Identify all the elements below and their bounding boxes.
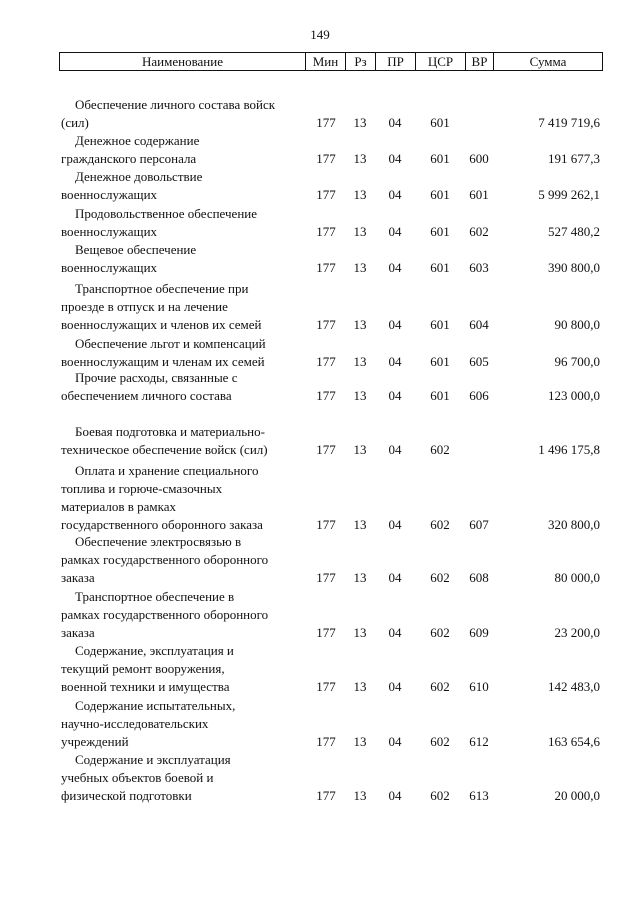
row-csr: 601 (430, 151, 450, 166)
row-name: Оплата и хранение специального топлива и горюче-смазочных материалов в рамках государственного оборонного заказа (61, 463, 263, 532)
row-vr: 603 (469, 260, 489, 275)
row-sum: 5 999 262,1 (538, 187, 600, 202)
row-min: 177 (316, 734, 336, 749)
row-sum: 527 480,2 (548, 224, 600, 239)
row-sum: 90 800,0 (554, 317, 600, 332)
row-sum: 320 800,0 (548, 517, 600, 532)
row-rz: 13 (353, 679, 367, 694)
row-sum: 23 200,0 (554, 625, 600, 640)
header-vr: ВР (466, 53, 494, 70)
row-sum: 390 800,0 (548, 260, 600, 275)
header-csr: ЦСР (416, 53, 466, 70)
row-csr: 602 (430, 679, 450, 694)
row-rz: 13 (353, 115, 367, 130)
row-csr: 602 (430, 517, 450, 532)
row-vr: 600 (469, 151, 489, 166)
row-rz: 13 (353, 354, 367, 369)
row-vr: 612 (469, 734, 489, 749)
row-rz: 13 (353, 224, 367, 239)
row-min: 177 (316, 679, 336, 694)
row-name: Содержание испытательных, научно-исследовательских учреждений (61, 698, 236, 749)
row-csr: 601 (430, 187, 450, 202)
row-pr: 04 (388, 115, 402, 130)
row-name: Обеспечение льгот и компенсаций военнослужащим и членам их семей (61, 336, 266, 369)
row-pr: 04 (388, 625, 402, 640)
row-sum: 7 419 719,6 (538, 115, 600, 130)
row-rz: 13 (353, 151, 367, 166)
row-min: 177 (316, 788, 336, 803)
row-name: Денежное довольствие военнослужащих (61, 169, 203, 202)
page-number: 149 (310, 27, 330, 42)
row-pr: 04 (388, 442, 402, 457)
row-sum: 80 000,0 (554, 570, 600, 585)
row-rz: 13 (353, 517, 367, 532)
row-min: 177 (316, 224, 336, 239)
row-sum: 96 700,0 (554, 354, 600, 369)
row-csr: 602 (430, 788, 450, 803)
row-rz: 13 (353, 788, 367, 803)
table-header (59, 52, 603, 71)
row-rz: 13 (353, 317, 367, 332)
row-pr: 04 (388, 317, 402, 332)
row-vr: 613 (469, 788, 489, 803)
row-sum: 142 483,0 (548, 679, 600, 694)
header-rz: Рз (346, 53, 376, 70)
row-vr: 610 (469, 679, 489, 694)
row-min: 177 (316, 115, 336, 130)
row-min: 177 (316, 260, 336, 275)
row-vr: 601 (469, 187, 489, 202)
row-csr: 601 (430, 260, 450, 275)
row-vr: 608 (469, 570, 489, 585)
row-name: Обеспечение личного состава войск (сил) (61, 97, 276, 130)
row-rz: 13 (353, 187, 367, 202)
row-pr: 04 (388, 224, 402, 239)
header-name: Наименование (60, 53, 306, 70)
row-sum: 191 677,3 (548, 151, 600, 166)
row-pr: 04 (388, 151, 402, 166)
row-csr: 602 (430, 442, 450, 457)
row-csr: 601 (430, 115, 450, 130)
row-min: 177 (316, 187, 336, 202)
row-csr: 601 (430, 388, 450, 403)
row-name: Боевая подготовка и материально- техническое обеспечение войск (сил) (61, 424, 268, 457)
row-pr: 04 (388, 517, 402, 532)
row-sum: 20 000,0 (554, 788, 600, 803)
row-vr: 609 (469, 625, 489, 640)
row-pr: 04 (388, 679, 402, 694)
row-name: Содержание, эксплуатация и текущий ремонт вооружения, военной техники и имущества (61, 643, 234, 694)
row-sum: 123 000,0 (548, 388, 600, 403)
row-rz: 13 (353, 570, 367, 585)
row-pr: 04 (388, 260, 402, 275)
row-name: Содержание и эксплуатация учебных объектов боевой и физической подготовки (61, 752, 231, 803)
row-csr: 601 (430, 224, 450, 239)
row-min: 177 (316, 517, 336, 532)
row-name: Обеспечение электросвязью в рамках государственного оборонного заказа (61, 534, 269, 585)
header-pr: ПР (376, 53, 416, 70)
row-min: 177 (316, 354, 336, 369)
row-name: Продовольственное обеспечение военнослужащих (61, 206, 257, 239)
row-pr: 04 (388, 388, 402, 403)
row-vr: 604 (469, 317, 489, 332)
row-csr: 601 (430, 354, 450, 369)
row-rz: 13 (353, 734, 367, 749)
row-vr: 606 (469, 388, 489, 403)
row-pr: 04 (388, 187, 402, 202)
row-name: Транспортное обеспечение при проезде в отпуск и на лечение военнослужащих и членов их семей (61, 281, 262, 332)
row-vr: 607 (469, 517, 489, 532)
row-min: 177 (316, 570, 336, 585)
row-name: Транспортное обеспечение в рамках государственного оборонного заказа (61, 589, 269, 640)
row-pr: 04 (388, 570, 402, 585)
row-min: 177 (316, 625, 336, 640)
row-min: 177 (316, 442, 336, 457)
row-sum: 1 496 175,8 (538, 442, 600, 457)
row-csr: 602 (430, 734, 450, 749)
row-vr: 605 (469, 354, 489, 369)
row-min: 177 (316, 317, 336, 332)
row-csr: 602 (430, 570, 450, 585)
row-name: Прочие расходы, связанные с обеспечением личного состава (61, 370, 238, 403)
row-rz: 13 (353, 442, 367, 457)
row-sum: 163 654,6 (548, 734, 600, 749)
row-vr: 602 (469, 224, 489, 239)
row-pr: 04 (388, 734, 402, 749)
row-min: 177 (316, 151, 336, 166)
row-csr: 601 (430, 317, 450, 332)
row-min: 177 (316, 388, 336, 403)
row-name: Денежное содержание гражданского персонала (61, 133, 200, 166)
row-rz: 13 (353, 625, 367, 640)
row-rz: 13 (353, 388, 367, 403)
row-csr: 602 (430, 625, 450, 640)
row-name: Вещевое обеспечение военнослужащих (61, 242, 197, 275)
header-min: Мин (306, 53, 346, 70)
row-pr: 04 (388, 354, 402, 369)
header-sum: Сумма (529, 54, 567, 69)
row-pr: 04 (388, 788, 402, 803)
row-rz: 13 (353, 260, 367, 275)
